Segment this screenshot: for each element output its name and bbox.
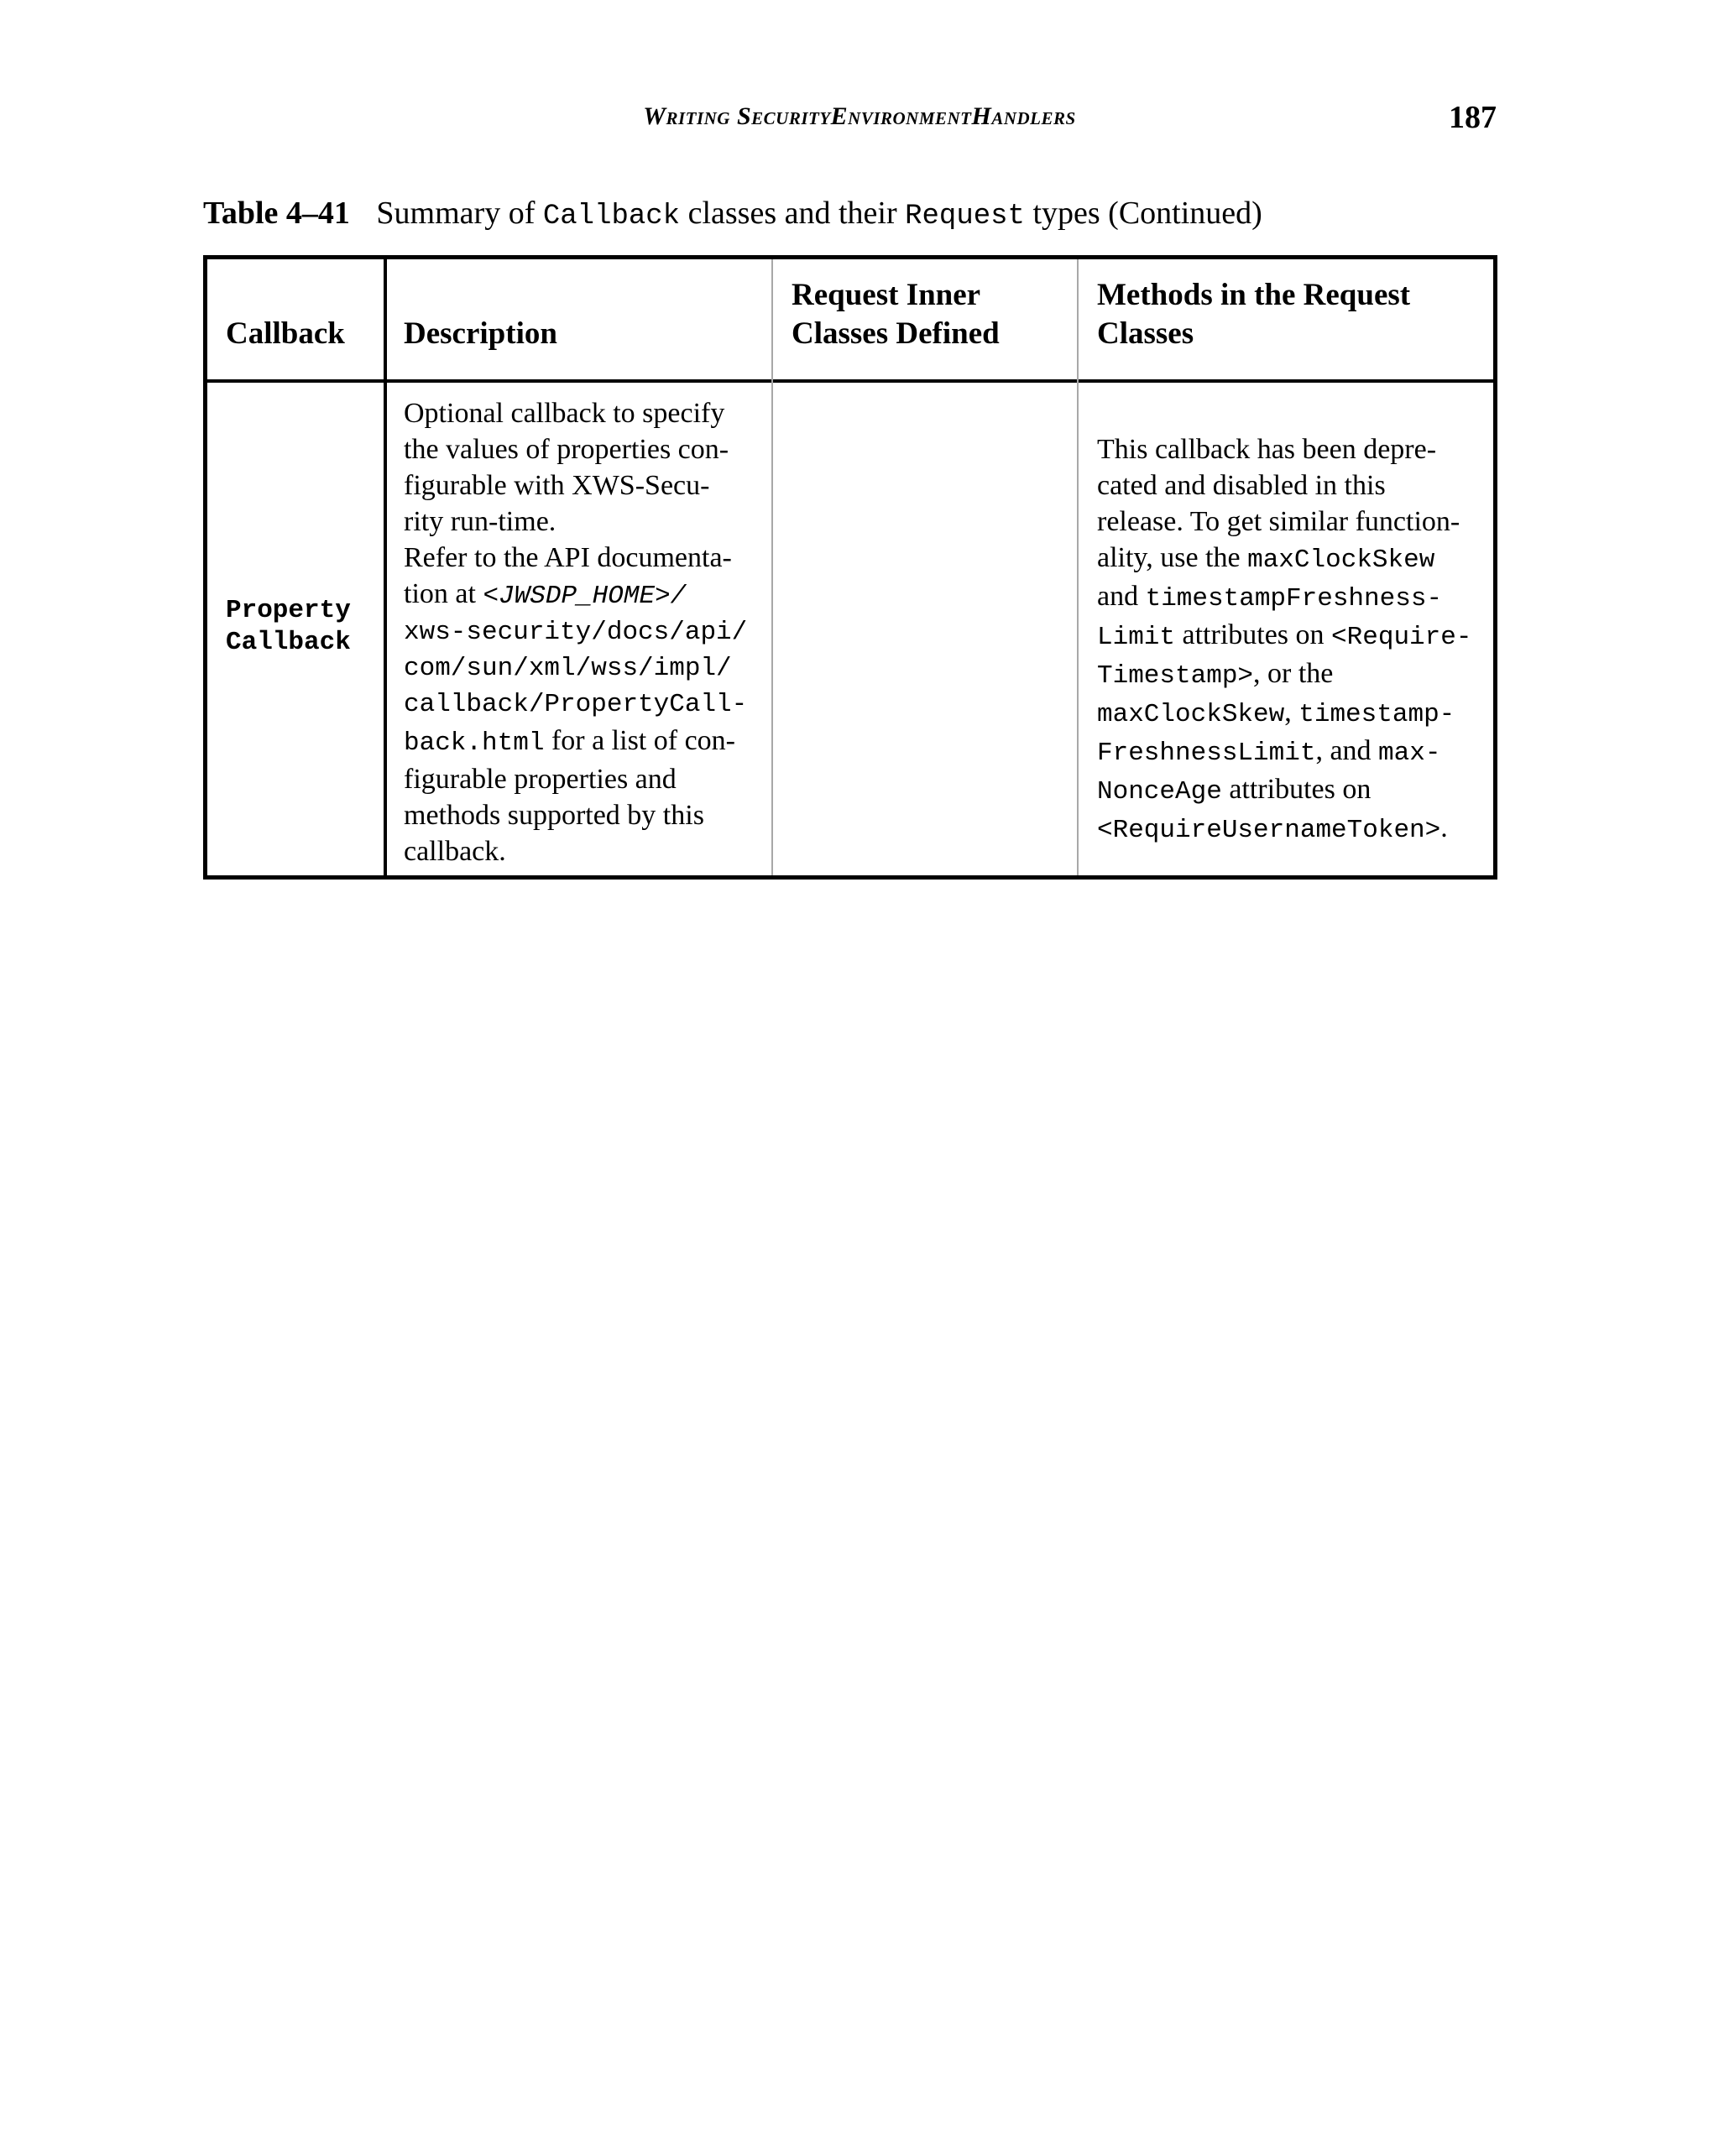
api-doc-path: callback/PropertyCall- [404,690,748,719]
caption-text-after: types (Continued) [1032,196,1262,231]
methods-line [1097,540,1492,578]
table-caption [203,195,1262,232]
methods-text: , [1284,697,1292,728]
description-line: figurable with XWS-Secu- [404,470,710,501]
element-name: <Require- [1331,623,1472,652]
page-number: 187 [1449,100,1497,135]
description-line: rity run-time. [404,506,556,537]
description-line: Optional callback to specify [404,398,725,429]
caption-code-request: Request [905,201,1025,232]
column-header-inner-classes [792,276,1068,353]
column-header-description [404,315,765,353]
callback-name-line1: Property [226,596,351,625]
caption-text-middle: classes and their [687,196,897,231]
methods-line [1097,617,1492,655]
column-rule-2 [771,259,773,875]
methods-line [1097,578,1492,617]
column-header-callback [226,315,381,353]
attribute-name: Limit [1097,623,1176,652]
jwsdp-home-path: <JWSDP_HOME>/ [483,582,687,611]
methods-line [1097,694,1492,733]
column-header-methods-line2: Classes [1097,316,1194,351]
element-name: Timestamp> [1097,661,1254,691]
column-header-callback-text: Callback [226,316,345,351]
callback-name [226,595,381,659]
api-doc-path: back.html [404,728,545,758]
attribute-name: NonceAge [1097,777,1222,807]
attribute-name: maxClockSkew [1247,546,1435,575]
description-line: Refer to the API documenta- [404,542,732,573]
description-text: tion at [404,578,476,609]
methods-line: release. To get similar function- [1097,506,1460,537]
api-doc-path: com/sun/xml/wss/impl/ [404,654,732,683]
running-header [0,99,1719,139]
methods-line [1097,810,1492,848]
attribute-name: timestamp- [1298,700,1455,729]
api-doc-path: xws-security/docs/api/ [404,618,748,647]
methods-line: This callback has been depre- [1097,434,1437,465]
description-cell [404,395,765,869]
column-header-methods-line1: Methods in the Request [1097,278,1411,312]
column-rule-3 [1077,259,1079,875]
attribute-name: FreshnessLimit [1097,739,1316,768]
methods-line: cated and disabled in this [1097,470,1386,501]
table-label: Table 4–41 [203,196,350,231]
methods-line [1097,655,1492,694]
methods-line [1097,771,1492,810]
column-header-inner-line1: Request Inner [792,278,981,312]
column-header-inner-line2: Classes Defined [792,316,1000,351]
description-line: the values of properties con- [404,434,729,465]
attribute-name: maxClockSkew [1097,700,1285,729]
callback-table [203,255,1497,880]
column-header-description-text: Description [404,316,557,351]
attribute-name: max- [1378,739,1441,768]
methods-text: . [1440,812,1448,843]
description-line: methods supported by this [404,800,704,831]
caption-code-callback: Callback [542,201,681,232]
description-line [404,723,765,761]
methods-text: attributes on [1182,619,1325,650]
description-line: figurable properties and [404,764,677,795]
methods-text: attributes on [1229,774,1372,805]
callback-name-line2: Callback [226,628,351,657]
column-rule-1 [384,259,387,875]
caption-text-before: Summary of [376,196,536,231]
methods-text: and [1097,581,1139,612]
methods-text: , or the [1253,658,1334,689]
methods-line [1097,733,1492,771]
methods-text: ality, use the [1097,542,1241,573]
methods-cell [1097,431,1492,848]
description-line: callback. [404,836,506,867]
description-line [404,576,765,614]
methods-text: , and [1315,735,1372,766]
attribute-name: timestampFreshness- [1145,584,1443,613]
column-header-methods [1097,276,1492,353]
header-rule [207,379,1493,383]
running-title: Writing SecurityEnvironmentHandlers [643,102,1076,130]
element-name: <RequireUsernameToken> [1097,816,1441,845]
description-text: for a list of con- [551,725,735,756]
